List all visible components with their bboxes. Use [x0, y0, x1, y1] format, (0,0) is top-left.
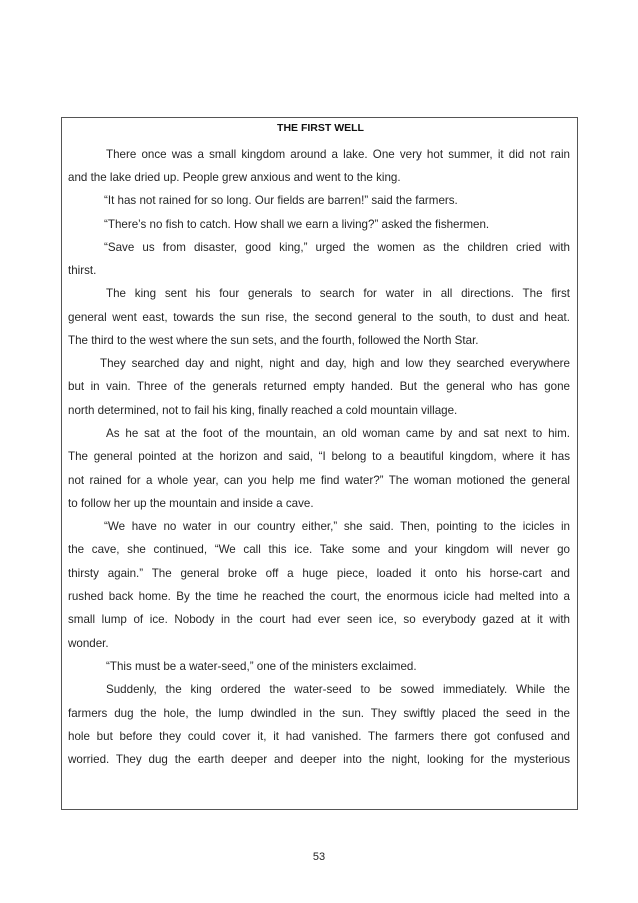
story-line: the cave, she continued, “We call this ice. Take some and your kingdom will never go — [68, 543, 570, 556]
story-line: not rained for a whole year, can you help me find water?” The woman motioned the general — [68, 474, 570, 487]
story-line: thirst. — [68, 264, 97, 277]
story-line: “This must be a water-seed,” one of the ministers exclaimed. — [106, 660, 417, 673]
story-line: wonder. — [68, 637, 109, 650]
story-line: and the lake dried up. People grew anxious and went to the king. — [68, 171, 401, 184]
story-line: The third to the west where the sun sets, and the fourth, followed the North Star. — [68, 334, 479, 347]
story-title: THE FIRST WELL — [277, 122, 364, 134]
story-line: rushed back home. By the time he reached the court, the enormous icicle had melted into a — [68, 590, 570, 603]
story-line: As he sat at the foot of the mountain, an old woman came by and sat next to him. — [106, 427, 570, 440]
story-line: to follow her up the mountain and inside a cave. — [68, 497, 314, 510]
story-line: There once was a small kingdom around a lake. One very hot summer, it did not rain — [106, 148, 570, 161]
story-line: hole but before they could cover it, it had vanished. The farmers there got confused and — [68, 730, 570, 743]
story-line: “Save us from disaster, good king,” urged the women as the children cried with — [104, 241, 570, 254]
story-line: “We have no water in our country either,” she said. Then, pointing to the icicles in — [104, 520, 570, 533]
page-number: 53 — [312, 851, 326, 863]
story-line: “It has not rained for so long. Our fields are barren!” said the farmers. — [104, 194, 458, 207]
story-line: The general pointed at the horizon and said, “I belong to a beautiful kingdom, where it has — [68, 450, 570, 463]
story-line: “There’s no fish to catch. How shall we earn a living?” asked the fishermen. — [104, 218, 490, 231]
story-line: thirsty again.” The general broke off a huge piece, loaded it onto his horse-cart and — [68, 567, 570, 580]
story-line: small lump of ice. Nobody in the court had ever seen ice, so everybody gazed at it with — [68, 613, 570, 626]
story-line: north determined, not to fail his king, finally reached a cold mountain village. — [68, 404, 458, 417]
story-line: They searched day and night, night and day, high and low they searched everywhere — [100, 357, 570, 370]
story-box — [61, 117, 578, 810]
story-line: farmers dug the hole, the lump dwindled in the sun. They swiftly placed the seed in the — [68, 707, 570, 720]
story-line: worried. They dug the earth deeper and deeper into the night, looking for the mysterious — [68, 753, 570, 766]
story-line: but in vain. Three of the generals returned empty handed. But the general who has gone — [68, 380, 570, 393]
story-line: general went east, towards the sun rise, the second general to the south, to dust and heat. — [68, 311, 570, 324]
story-line: The king sent his four generals to search for water in all directions. The first — [106, 287, 570, 300]
story-line: Suddenly, the king ordered the water-seed to be sowed immediately. While the — [106, 683, 570, 696]
